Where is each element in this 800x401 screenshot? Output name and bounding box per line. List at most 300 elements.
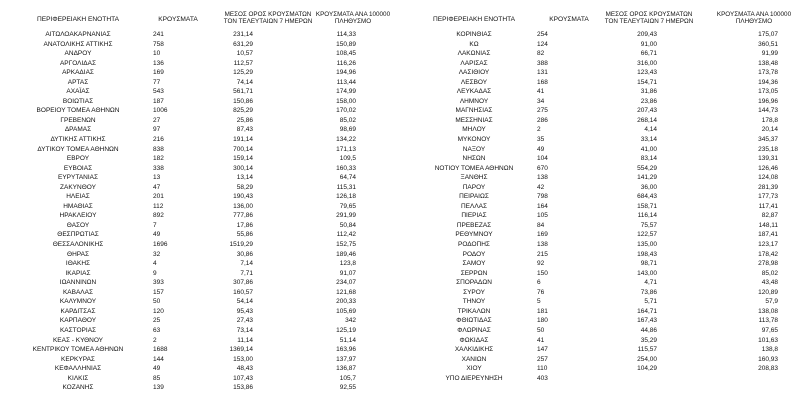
table-row [404,250,792,260]
cell-region: ΣΕΡΡΩΝ [460,269,488,277]
table-row [8,97,396,107]
cell-cases: 543 [153,88,164,96]
cell-cases: 63 [153,326,161,334]
cell-region: ΦΘΙΩΤΙΔΑΣ [456,317,492,325]
cell-avg-7-days: 25,86 [236,116,253,124]
header-per-line2: ΠΛΗΘΥΣΜΟ [334,18,372,25]
cell-cases: 2 [153,336,157,344]
table-header [404,9,792,31]
cell-avg-7-days: 27,43 [236,317,253,325]
cell-cases: 254 [537,31,548,38]
cell-per-100000: 85,02 [339,116,356,124]
cell-per-100000: 235,18 [758,145,778,153]
cell-per-100000: 144,73 [758,107,778,115]
cell-region: ΘΗΡΑΣ [67,250,89,258]
cell-region: ΛΑΣΙΘΙΟΥ [458,69,490,77]
cell-cases: 168 [537,78,548,86]
table-row [404,173,792,183]
table-row [404,316,792,326]
cell-avg-7-days: 207,43 [637,107,657,115]
cell-per-100000: 138,8 [761,346,778,354]
cell-cases: 798 [537,193,548,201]
cell-avg-7-days: 209,43 [637,31,657,38]
header-avg-line1: ΜΕΣΟΣ ΟΡΟΣ ΚΡΟΥΣΜΑΤΩΝ [605,11,693,18]
header-region: ΠΕΡΙΦΕΡΕΙΑΚΗ ΕΝΟΤΗΤΑ [432,16,516,23]
cell-per-100000: 150,89 [336,40,356,48]
cell-avg-7-days: 316,00 [637,59,657,67]
cell-region: ΝΗΣΩΝ [462,155,486,163]
cell-per-100000: 139,31 [758,155,778,163]
cell-per-100000: 174,99 [336,88,356,96]
cell-region: ΣΑΜΟΥ [462,260,486,268]
cell-avg-7-days: 31,86 [640,88,657,96]
header-region: ΠΕΡΙΦΕΡΕΙΑΚΗ ΕΝΟΤΗΤΑ [36,16,120,23]
cell-cases: 215 [537,250,548,258]
header-avg-7-days [213,11,323,25]
cell-region: ΚΑΡΠΑΘΟΥ [59,317,97,325]
cell-cases: 169 [537,231,548,239]
cell-cases: 47 [153,183,161,191]
cell-per-100000: 85,02 [761,269,778,277]
cell-cases: 147 [537,346,548,354]
cell-cases: 49 [153,231,161,239]
cell-per-100000: 208,83 [758,365,778,373]
cell-region: ΠΡΕΒΕΖΑΣ [456,221,492,229]
table-row [8,259,396,269]
cell-cases: 838 [153,145,164,153]
table-row [8,40,396,50]
cell-region: ΛΕΣΒΟΥ [460,78,488,86]
header-avg-line1: ΜΕΣΟΣ ΟΡΟΣ ΚΡΟΥΣΜΑΤΩΝ [224,11,312,18]
table-row [8,125,396,135]
cell-cases: 50 [153,298,161,306]
cell-region: ΔΥΤΙΚΗΣ ΑΤΤΙΚΗΣ [50,136,106,144]
cell-region: ΑΧΑΪΑΣ [66,88,90,96]
cell-avg-7-days: 112,57 [233,59,253,67]
cell-region: ΕΥΒΟΙΑΣ [63,164,93,172]
cell-avg-7-days: 41,00 [640,145,657,153]
cell-avg-7-days: 55,86 [236,231,253,239]
table-row [404,125,792,135]
cell-per-100000: 170,02 [336,107,356,115]
cell-region: ΧΙΟΥ [466,365,482,373]
cell-cases: 34 [537,97,545,105]
table-row [8,154,396,164]
cell-region: ΡΟΔΟΠΗΣ [458,241,490,249]
cell-cases: 76 [537,288,545,296]
table-row [8,374,396,384]
table-row [404,364,792,374]
cell-per-100000: 281,39 [758,183,778,191]
cell-region: ΞΑΝΘΗΣ [460,174,488,182]
cell-cases: 136 [153,59,164,67]
table-row [8,192,396,202]
cell-per-100000: 108,45 [336,50,356,58]
cell-avg-7-days: 198,43 [637,250,657,258]
table-row [404,59,792,69]
cell-per-100000: 124,08 [758,174,778,182]
header-per-100000 [308,11,398,25]
table-row [404,87,792,97]
cell-per-100000: 134,22 [336,136,356,144]
table-row [8,87,396,97]
cell-region: ΕΥΡΥΤΑΝΙΑΣ [57,174,99,182]
cell-cases: 27 [153,116,161,124]
table-row [8,59,396,69]
header-cases: ΚΡΟΥΣΜΑΤΑ [549,16,589,23]
cell-region: ΧΑΝΙΩΝ [461,355,487,363]
cell-cases: 85 [153,374,161,382]
cell-region: ΘΕΣΠΡΩΤΙΑΣ [57,231,99,239]
cell-avg-7-days: 554,29 [637,164,657,172]
cell-avg-7-days: 777,86 [233,212,253,220]
cell-cases: 104 [537,155,548,163]
cell-cases: 32 [153,250,161,258]
table-row [404,154,792,164]
cell-per-100000: 115,31 [336,183,356,191]
header-per-line2: ΠΛΗΘΥΣΜΟ [735,18,773,25]
cell-per-100000: 126,18 [336,193,356,201]
cell-avg-7-days: 58,29 [236,183,253,191]
cell-avg-7-days: 143,00 [637,269,657,277]
cell-per-100000: 123,8 [339,260,356,268]
table-row [404,202,792,212]
cell-region: ΗΜΑΘΙΑΣ [63,202,93,210]
cell-cases: 1688 [153,346,168,354]
table-row [8,278,396,288]
cell-avg-7-days: 159,14 [233,155,253,163]
table-row [8,364,396,374]
table-row [404,164,792,174]
table-row [8,250,396,260]
cell-region: ΝΟΤΙΟΥ ΤΟΜΕΑ ΑΘΗΝΩΝ [434,164,514,172]
table-row [8,288,396,298]
cell-region: ΑΝΔΡΟΥ [64,50,92,58]
cell-avg-7-days: 700,14 [233,145,253,153]
cell-region: ΚΑΣΤΟΡΙΑΣ [59,326,97,334]
cell-cases: 164 [537,202,548,210]
cell-per-100000: 92,55 [339,384,356,392]
cell-avg-7-days: 631,29 [233,40,253,48]
cell-region: ΥΠΟ ΔΙΕΡΕΥΝΗΣΗ [445,374,503,382]
cell-avg-7-days: 122,57 [637,231,657,239]
cell-cases: 9 [153,269,157,277]
cell-avg-7-days: 300,14 [233,164,253,172]
cell-avg-7-days: 10,57 [236,50,253,58]
cell-avg-7-days: 153,86 [233,384,253,392]
cell-per-100000: 171,13 [336,145,356,153]
cell-region: ΒΟΡΕΙΟΥ ΤΟΜΕΑ ΑΘΗΝΩΝ [36,107,120,115]
cell-avg-7-days: 154,71 [637,78,657,86]
cell-region: ΠΑΡΟΥ [462,183,486,191]
cell-cases: 157 [153,288,164,296]
table-row [8,106,396,116]
cell-region: ΚΑΛΥΜΝΟΥ [59,298,97,306]
cell-per-100000: 152,75 [336,241,356,249]
cell-avg-7-days: 1519,29 [229,241,253,249]
cell-region: ΛΗΜΝΟΥ [459,97,489,105]
table-body-left [8,30,396,393]
cell-avg-7-days: 73,86 [640,288,657,296]
table-row [8,30,396,40]
cell-per-100000: 200,33 [336,298,356,306]
cell-per-100000: 91,07 [339,269,356,277]
cell-per-100000: 138,08 [758,307,778,315]
cell-avg-7-days: 44,86 [640,326,657,334]
cell-avg-7-days: 75,57 [640,221,657,229]
cell-cases: 1006 [153,107,168,115]
cell-avg-7-days: 141,29 [637,174,657,182]
cell-region: ΚΕΡΚΥΡΑΣ [61,355,95,363]
cell-per-100000: 148,11 [758,221,778,229]
cell-cases: 124 [537,40,548,48]
cell-avg-7-days: 66,71 [640,50,657,58]
cell-cases: 393 [153,279,164,287]
header-avg-7-days [594,11,704,25]
cell-region: ΧΑΛΚΙΔΙΚΗΣ [454,346,494,354]
cell-avg-7-days: 125,29 [233,69,253,77]
table-row [404,145,792,155]
cell-per-100000: 189,46 [336,250,356,258]
table-row [8,202,396,212]
cell-cases: 180 [537,317,548,325]
cell-avg-7-days: 268,14 [637,116,657,124]
cell-avg-7-days: 73,14 [236,326,253,334]
cell-region: ΙΚΑΡΙΑΣ [65,269,91,277]
cell-region: ΚΕΑΣ - ΚΥΘΝΟΥ [52,336,104,344]
cell-cases: 169 [153,69,164,77]
cell-region: ΜΗΛΟΥ [462,126,486,134]
cell-cases: 13 [153,174,161,182]
cell-avg-7-days: 98,71 [640,260,657,268]
cell-cases: 892 [153,212,164,220]
cell-per-100000: 278,98 [758,260,778,268]
cell-per-100000: 173,05 [758,88,778,96]
cell-per-100000: 125,19 [336,326,356,334]
cell-per-100000: 138,48 [758,59,778,67]
cell-cases: 216 [153,136,164,144]
cell-cases: 131 [537,69,548,77]
table-row [404,326,792,336]
cell-per-100000: 187,41 [758,231,778,239]
cell-per-100000: 137,97 [336,355,356,363]
cell-cases: 286 [537,116,548,124]
cell-cases: 41 [537,88,545,96]
table-row [404,269,792,279]
cell-region: ΤΗΝΟΥ [462,298,486,306]
cell-region: ΚΕΦΑΛΛΗΝΙΑΣ [54,365,102,373]
cell-region: ΘΑΣΟΥ [66,221,90,229]
table-row [8,221,396,231]
cell-cases: 97 [153,126,161,134]
cell-avg-7-days: 30,86 [236,250,253,258]
table-row [404,336,792,346]
cell-avg-7-days: 11,14 [237,336,253,344]
cell-avg-7-days: 123,43 [637,69,657,77]
table-row [8,211,396,221]
table-row [8,230,396,240]
header-per-100000 [709,11,799,25]
cell-per-100000: 234,07 [336,279,356,287]
cell-cases: 10 [153,50,161,58]
table-row [404,192,792,202]
cell-avg-7-days: 83,14 [640,155,657,163]
table-left-half [8,0,396,401]
table-row [8,345,396,355]
table-row [404,68,792,78]
cell-per-100000: 97,65 [761,326,778,334]
cell-per-100000: 136,87 [336,365,356,373]
table-row [8,68,396,78]
cell-per-100000: 158,00 [336,97,356,105]
cell-cases: 138 [537,174,548,182]
cell-avg-7-days: 561,71 [233,88,253,96]
table-row [8,297,396,307]
cell-avg-7-days: 825,29 [233,107,253,115]
cell-avg-7-days: 54,14 [236,298,253,306]
table-header [8,9,396,31]
cell-cases: 758 [153,40,164,48]
cell-per-100000: 105,7 [339,374,356,382]
cell-per-100000: 51,14 [339,336,356,344]
cell-per-100000: 117,41 [758,202,778,210]
header-per-line1: ΚΡΟΥΣΜΑΤΑ ΑΝΑ 100000 [716,11,792,18]
cell-per-100000: 43,48 [761,279,778,287]
table-row [404,135,792,145]
cell-per-100000: 113,78 [758,317,778,325]
cell-cases: 150 [537,269,548,277]
cell-avg-7-days: 136,00 [233,202,253,210]
cell-per-100000: 291,99 [336,212,356,220]
cell-per-100000: 121,68 [336,288,356,296]
cell-region: ΦΛΩΡΙΝΑΣ [457,326,491,334]
table-row [404,116,792,126]
cell-avg-7-days: 5,71 [644,298,657,306]
cell-region: ΡΕΘΥΜΝΟΥ [455,231,493,239]
cell-region: ΠΕΛΛΑΣ [460,202,488,210]
cell-avg-7-days: 95,43 [236,307,253,315]
cell-cases: 105 [537,212,548,220]
cell-region: ΚΕΝΤΡΙΚΟΥ ΤΟΜΕΑ ΑΘΗΝΩΝ [32,346,124,354]
cell-region: ΚΟΖΑΝΗΣ [62,384,94,392]
cell-region: ΠΕΙΡΑΙΩΣ [459,193,489,201]
cell-cases: 275 [537,107,548,115]
cell-cases: 144 [153,355,164,363]
cell-region: ΔΥΤΙΚΟΥ ΤΟΜΕΑ ΑΘΗΝΩΝ [37,145,119,153]
cell-region: ΡΟΔΟΥ [462,250,486,258]
cell-avg-7-days: 116,14 [637,212,657,220]
table-row [8,326,396,336]
cell-avg-7-days: 190,43 [233,193,253,201]
table-row [404,97,792,107]
table-row [8,145,396,155]
cell-avg-7-days: 17,86 [236,221,253,229]
cell-region: ΔΡΑΜΑΣ [64,126,92,134]
cell-avg-7-days: 4,14 [644,126,657,134]
cell-per-100000: 160,33 [336,164,356,172]
cell-region: ΙΩΑΝΝΙΝΩΝ [59,279,97,287]
cell-avg-7-days: 160,57 [233,288,253,296]
cell-region: ΚΑΡΔΙΤΣΑΣ [60,307,96,315]
table-row [8,164,396,174]
cell-avg-7-days: 158,71 [637,202,657,210]
cell-avg-7-days: 91,00 [640,40,657,48]
cell-region: ΛΑΚΩΝΙΑΣ [457,50,491,58]
table-row [404,374,792,384]
cell-region: ΚΩ [469,40,479,48]
cell-per-100000: 113,44 [336,78,356,86]
cell-cases: 120 [153,307,164,315]
table-row [8,135,396,145]
cell-per-100000: 163,96 [336,346,356,354]
cell-cases: 112 [153,202,164,210]
cell-region: ΑΡΤΑΣ [67,78,89,86]
cell-avg-7-days: 48,43 [236,365,253,373]
cell-avg-7-days: 150,86 [233,97,253,105]
header-per-line1: ΚΡΟΥΣΜΑΤΑ ΑΝΑ 100000 [315,11,391,18]
table-row [404,78,792,88]
cell-per-100000: 160,93 [758,355,778,363]
table-row [404,230,792,240]
cell-cases: 1696 [153,241,168,249]
cell-cases: 4 [153,260,157,268]
cell-per-100000: 114,33 [336,31,356,38]
cell-cases: 41 [537,336,545,344]
table-row [404,345,792,355]
cell-per-100000: 126,46 [758,164,778,172]
cell-cases: 182 [153,155,164,163]
table-row [8,316,396,326]
cell-per-100000: 116,26 [336,59,356,67]
cell-per-100000: 178,8 [761,116,778,124]
cell-cases: 670 [537,164,548,172]
table-row [8,355,396,365]
cell-avg-7-days: 684,43 [637,193,657,201]
table-row [404,288,792,298]
cell-region: ΑΡΚΑΔΙΑΣ [62,69,94,77]
cell-per-100000: 178,42 [758,250,778,258]
cell-avg-7-days: 254,00 [637,355,657,363]
cell-per-100000: 101,63 [758,336,778,344]
cell-cases: 338 [153,164,164,172]
cell-region: ΤΡΙΚΑΛΩΝ [457,307,491,315]
cell-cases: 257 [537,355,548,363]
table-row [404,297,792,307]
table-row [8,116,396,126]
cell-per-100000: 194,96 [336,69,356,77]
table-right-half [404,0,792,401]
cell-per-100000: 79,65 [339,202,356,210]
cell-avg-7-days: 115,57 [637,346,657,354]
cell-cases: 42 [537,183,545,191]
cell-cases: 403 [537,374,548,382]
table-row [404,240,792,250]
cell-cases: 2 [537,126,541,134]
cell-per-100000: 177,73 [758,193,778,201]
cell-region: ΚΙΛΚΙΣ [67,374,89,382]
cell-avg-7-days: 231,14 [233,31,253,38]
cell-cases: 5 [537,298,541,306]
cell-avg-7-days: 107,43 [233,374,253,382]
cell-region: ΘΕΣΣΑΛΟΝΙΚΗΣ [52,241,104,249]
cell-per-100000: 109,5 [339,155,356,163]
cell-avg-7-days: 36,00 [640,183,657,191]
header-cases: ΚΡΟΥΣΜΑΤΑ [158,16,198,23]
table-row [404,183,792,193]
cell-per-100000: 175,07 [758,31,778,38]
cell-avg-7-days: 7,71 [240,269,253,277]
cell-region: ΛΕΥΚΑΔΑΣ [456,88,492,96]
